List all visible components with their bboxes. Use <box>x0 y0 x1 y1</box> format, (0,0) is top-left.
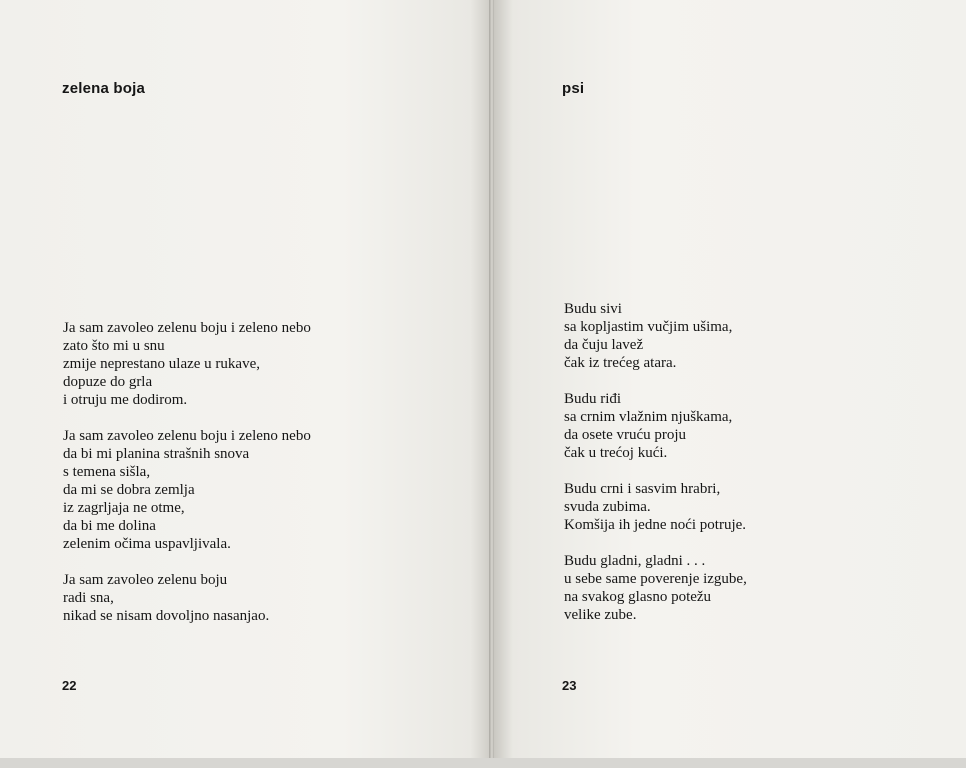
verse-line: da osete vruću proju <box>564 427 687 443</box>
verse-line: na svakog glasno potežu <box>564 589 712 605</box>
poem-body <box>564 300 747 642</box>
verse-line: da čuju lavež <box>564 337 644 353</box>
stanza <box>564 390 747 462</box>
verse-line: iz zagrljaja ne otme, <box>63 500 185 516</box>
verse-line: sa kopljastim vučjim ušima, <box>564 319 733 335</box>
poem-title: psi <box>562 80 585 97</box>
page-number: 22 <box>62 678 77 693</box>
verse-line: da mi se dobra zemlja <box>63 482 195 498</box>
verse-line: čak iz trećeg atara. <box>564 355 677 371</box>
stanza <box>63 319 311 409</box>
stanza <box>564 480 747 534</box>
verse-line: radi sna, <box>63 590 114 606</box>
verse-line: zato što mi u snu <box>63 338 165 354</box>
page-bottom-edge <box>0 758 966 768</box>
stanza <box>63 427 311 553</box>
verse-line: dopuze do grla <box>63 374 153 390</box>
page-number: 23 <box>562 678 577 693</box>
stanza <box>564 300 747 372</box>
stanza <box>564 552 747 624</box>
verse-line: zelenim očima uspavljivala. <box>63 536 231 552</box>
verse-line: da bi mi planina strašnih snova <box>63 446 250 462</box>
verse-line: nikad se nisam dovoljno nasanjao. <box>63 608 270 624</box>
verse-line: u sebe same poverenje izgube, <box>564 571 747 587</box>
right-page <box>494 0 966 760</box>
verse-line: čak u trećoj kući. <box>564 445 668 461</box>
verse-line: svuda zubima. <box>564 499 651 515</box>
verse-line: Ja sam zavoleo zelenu boju i zeleno nebo <box>63 428 311 444</box>
poem-body <box>63 319 311 643</box>
verse-line: s temena sišla, <box>63 464 151 480</box>
verse-line: Budu sivi <box>564 301 622 317</box>
verse-line: velike zube. <box>564 607 637 623</box>
verse-line: Budu riđi <box>564 391 622 407</box>
verse-line: Budu crni i sasvim hrabri, <box>564 481 721 497</box>
stanza <box>63 571 311 625</box>
poem-title: zelena boja <box>62 80 146 97</box>
verse-line: Komšija ih jedne noći potruje. <box>564 517 747 533</box>
verse-line: Budu gladni, gladni . . . <box>564 553 706 569</box>
verse-line: zmije neprestano ulaze u rukave, <box>63 356 260 372</box>
verse-line: Ja sam zavoleo zelenu boju <box>63 572 228 588</box>
verse-line: da bi me dolina <box>63 518 156 534</box>
verse-line: Ja sam zavoleo zelenu boju i zeleno nebo <box>63 320 311 336</box>
verse-line: sa crnim vlažnim njuškama, <box>564 409 733 425</box>
verse-line: i otruju me dodirom. <box>63 392 188 408</box>
